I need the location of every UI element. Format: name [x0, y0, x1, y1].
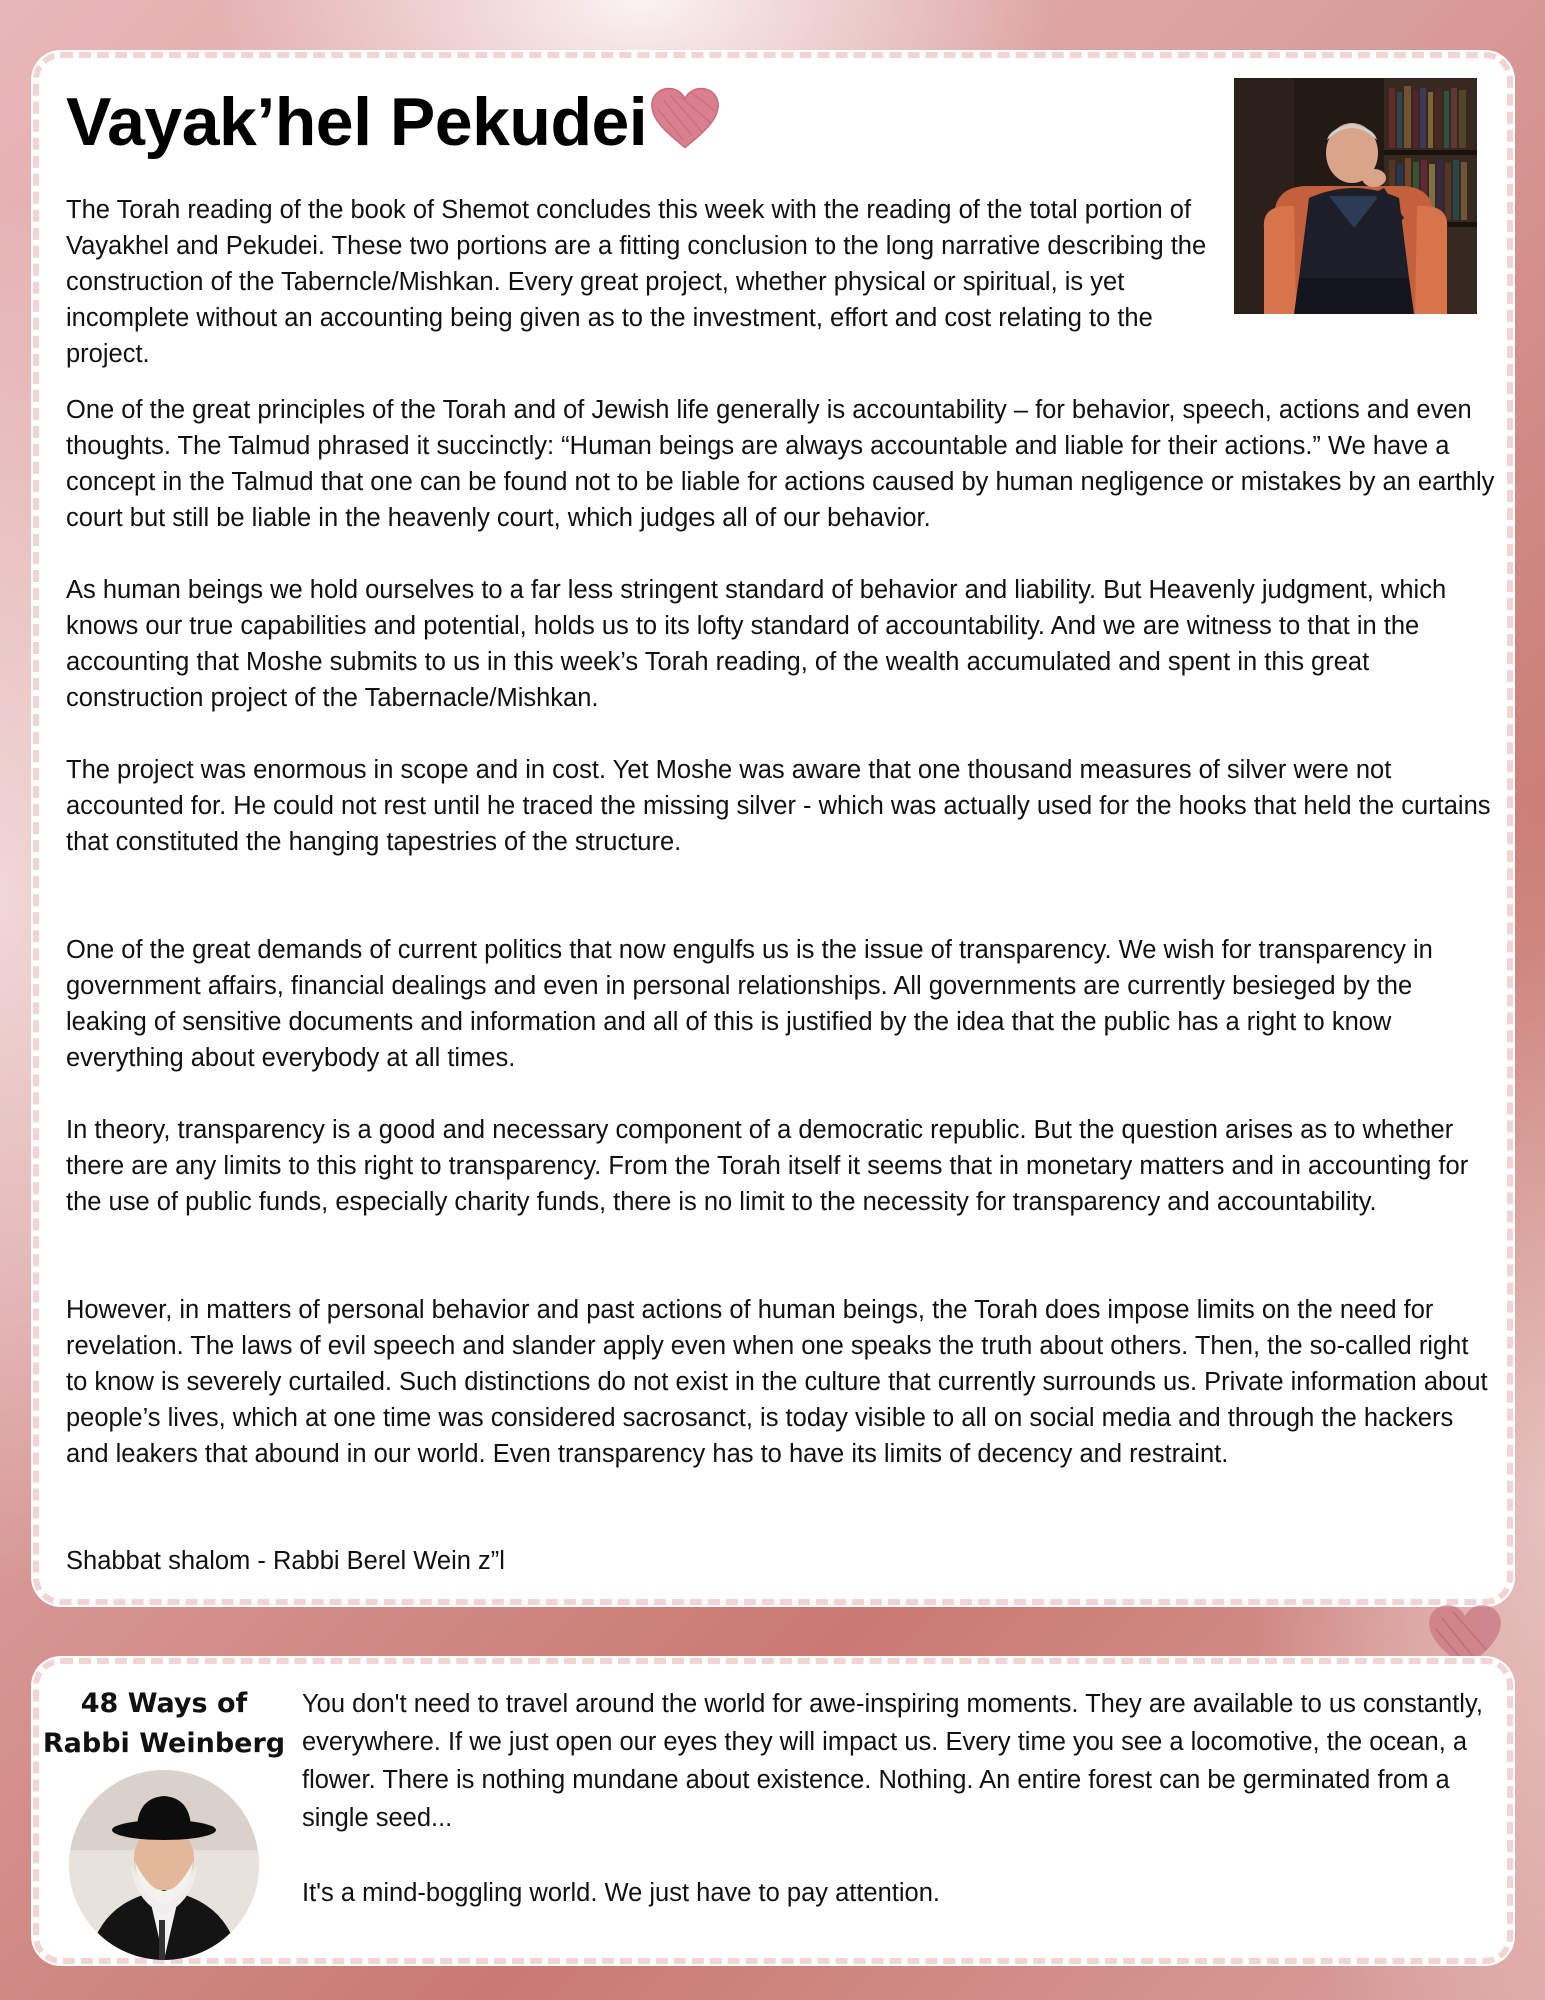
body-paragraph: In theory, transparency is a good and necessary component of a democratic republic. But the question arises as to whether there are any limits to this right to transparency. From the Torah itself it seems that in monetary matters and in accounting for the use of public funds, especially charity funds, there is no limit to the necessity for transparency and accountability.	[66, 1116, 1469, 1216]
title-row	[66, 84, 721, 160]
rabbi-photo-image	[69, 1770, 259, 1960]
body-paragraph: As human beings we hold ourselves to a far less stringent standard of behavior and liability. But Heavenly judgment, which knows our true capabilities and potential, holds us to its lofty standard of accountability. And we are witness to that in the accounting that Moshe submits to us in this week’s Torah reading, of the wealth accumulated and spent in this great construction project of the Tabernacle/Mishkan.	[66, 576, 1447, 712]
body-paragraph: However, in matters of personal behavior and past actions of human beings, the Torah does impose limits on the need for revelation. The laws of evil speech and slander apply even when one speaks the truth about others. Then, the so-called right to know is severely curtailed. Such distinctions do not exist in the culture that currently surrounds us. Private information about people’s lives, which at one time was considered sacrosanct, is today visible to all on social media and through the hackers and leakers that abound in our world. Even transparency has to have its limits of decency and restraint.	[66, 1296, 1488, 1468]
body-paragraph: One of the great principles of the Torah and of Jewish life generally is accountability – for behavior, speech, actions and even thoughts. The Talmud phrased it succinctly: “Human beings are always accountable and liable for their actions.” We have a concept in the Talmud that one can be found not to be liable for actions caused by human negligence or mistakes by an earthly court but still be liable in the heavenly court, which judges all of our behavior.	[66, 396, 1495, 532]
section-title	[39, 1684, 289, 1764]
section-title-line: 48 Ways of	[80, 1688, 248, 1719]
rabbi-photo	[69, 1770, 259, 1960]
intro-paragraph: The Torah reading of the book of Shemot concludes this week with the reading of the total portion of Vayakhel and Pekudei. These two portions are a fitting conclusion to the long narrative describing the construction of the Taberncle/Mishkan. Every great project, whether physical or spiritual, is yet incomplete without an accounting being given as to the investment, effort and cost relating to the project.	[66, 196, 1207, 368]
quote-card	[33, 1658, 1513, 1964]
heart-icon	[649, 84, 721, 152]
quote-text: It's a mind-boggling world. We just have to pay attention.	[302, 1879, 940, 1907]
quote-text: You don't need to travel around the world for awe-inspiring moments. They are available to us constantly, everywhere. If we just open our eyes they will impact us. Every time you see a locomotive, the ocean, a flower. There is nothing mundane about existence. Nothing. An entire forest can be germinated from a single seed...	[302, 1690, 1483, 1832]
section-title-line: Rabbi Weinberg	[42, 1728, 286, 1759]
body-paragraph: One of the great demands of current politics that now engulfs us is the issue of transparency. We wish for transparency in government affairs, financial dealings and even in personal relationships. All governments are currently besieged by the leaking of sensitive documents and information and all of this is justified by the idea that the public has a right to know everything about everybody at all times.	[66, 936, 1433, 1072]
body-paragraph: The project was enormous in scope and in cost. Yet Moshe was aware that one thousand measures of silver were not accounted for. He could not rest until he traced the missing silver - which was actually used for the hooks that held the curtains that constituted the hanging tapestries of the structure.	[66, 756, 1491, 856]
signoff: Shabbat shalom - Rabbi Berel Wein z”l	[66, 1547, 505, 1575]
author-portrait	[1234, 78, 1477, 314]
article-card	[33, 52, 1513, 1605]
page-title: Vayak’hel Pekudei	[66, 84, 648, 160]
portrait-image	[1234, 78, 1477, 314]
